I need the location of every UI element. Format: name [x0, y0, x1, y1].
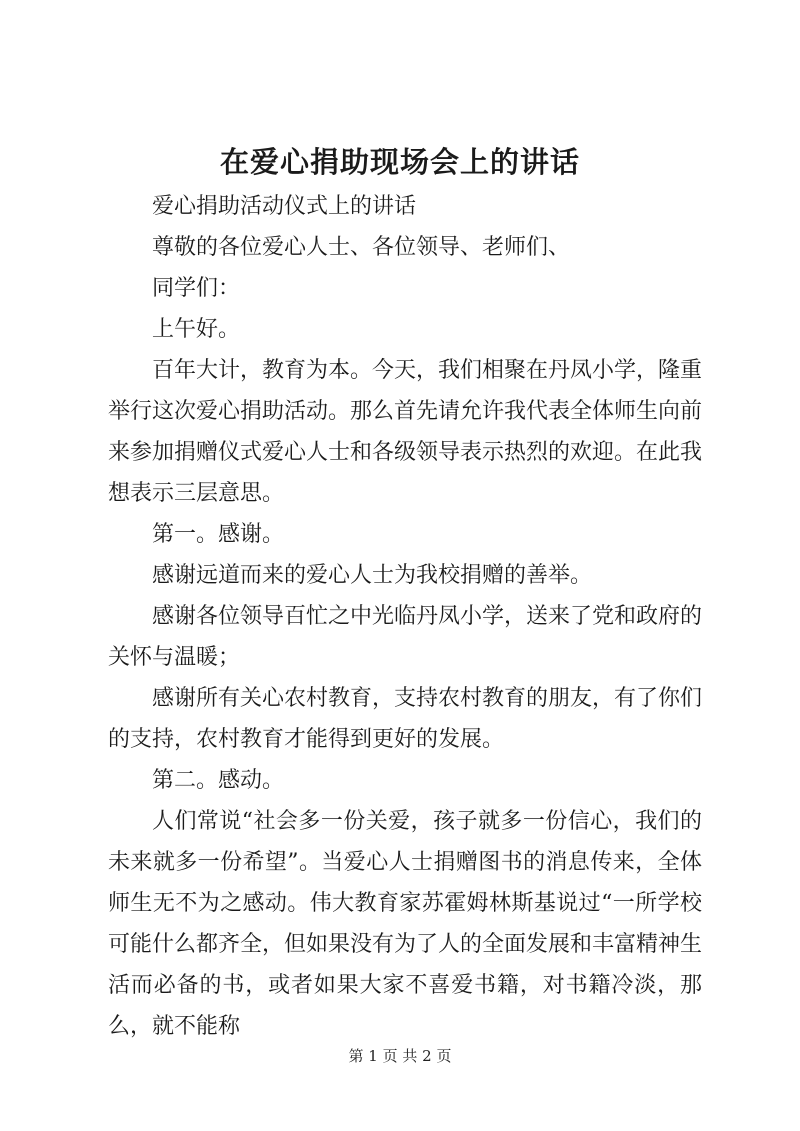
paragraph: 尊敬的各位爱心人士、各位领导、老师们、: [152, 235, 571, 260]
paragraph: 感谢所有关心农村教育，支持农村教育的朋友，有了你们的支持，农村教育才能得到更好的发展。: [108, 686, 703, 752]
document-title: 在爱心捐助现场会上的讲话: [219, 145, 580, 179]
paragraph: 第一。感谢。: [152, 522, 285, 547]
paragraph: 人们常说“社会多一份关爱，孩子就多一份信心，我们的未来就多一份希望”。当爱心人士捐赠图书的消息传来，全体师生无不为之感动。伟大教育家苏霍姆林斯基说过“一所学校可能什么都齐全，但如果没有为了人的全面发展和丰富精神生活而必备的书，或者如果大家不喜爱书籍，对书籍冷淡，那么，就不能称: [108, 809, 703, 1039]
paragraph: 第二。感动。: [152, 768, 285, 793]
paragraph: 感谢各位领导百忙之中光临丹凤小学，送来了党和政府的关怀与温暖；: [108, 604, 703, 670]
paragraph: 同学们：: [152, 276, 241, 301]
paragraph: 爱心捐助活动仪式上的讲话: [152, 194, 417, 219]
paragraph: 上午好。: [152, 317, 241, 342]
page-number-footer: 第 1 页 共 2 页: [348, 1047, 452, 1065]
paragraph: 百年大计，教育为本。今天，我们相聚在丹凤小学，隆重举行这次爱心捐助活动。那么首先请允许我代表全体师生向前来参加捐赠仪式爱心人士和各级领导表示热烈的欢迎。在此我想表示三层意思。: [108, 358, 703, 506]
paragraph: 感谢远道而来的爱心人士为我校捐赠的善举。: [152, 563, 593, 588]
document-body: [108, 186, 702, 1047]
